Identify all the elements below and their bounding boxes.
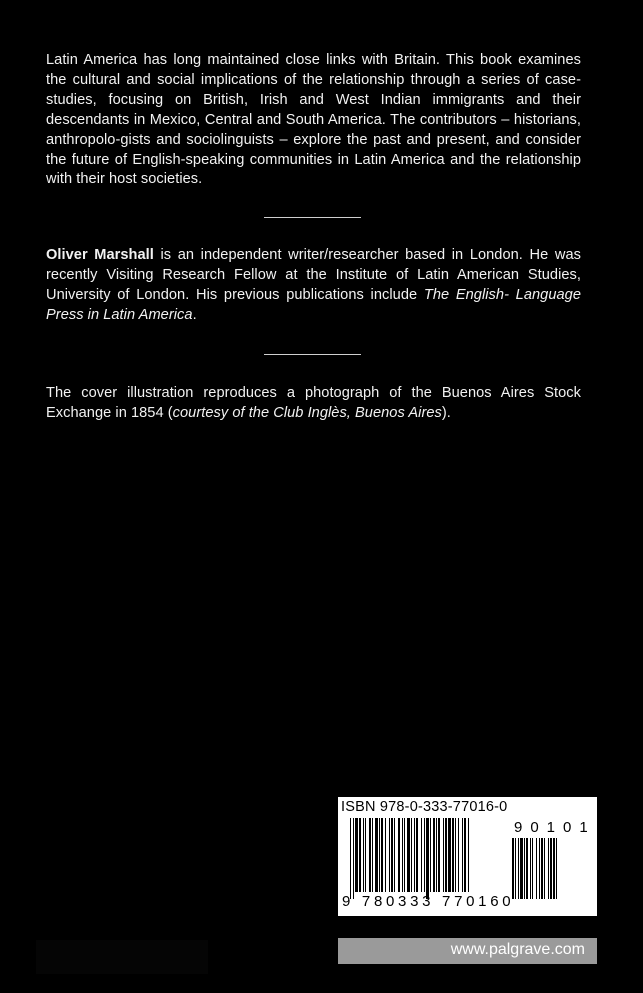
isbn-barcode: [338, 797, 597, 916]
barcode-bar: [438, 818, 440, 892]
barcode-bar: [411, 818, 412, 892]
barcode-bar: [462, 818, 463, 892]
publisher-logo: [36, 940, 208, 974]
barcode-bar: [372, 818, 373, 892]
barcode-addon-bar: [532, 838, 533, 899]
barcode-bar: [407, 818, 410, 892]
bio-text: is an independent writer/researcher based in London. He was recently Visiting Research Fellow at the Institute of Latin American Studies, University of London. His previous publications include: [46, 247, 581, 303]
barcode-bar: [436, 818, 437, 892]
barcode-bar: [381, 818, 383, 892]
section-divider: [264, 354, 361, 355]
barcode-bar: [385, 818, 386, 892]
book-description: [46, 51, 581, 190]
publisher-website-bar: [338, 938, 597, 964]
barcode-bar: [426, 818, 429, 899]
barcode-addon-bar: [530, 838, 531, 899]
barcode-addon-bar: [556, 838, 557, 899]
cover-note-text-end: ).: [441, 404, 451, 421]
barcode-digits: 9 780333 770160: [342, 893, 515, 910]
isbn-label: ISBN 978-0-333-77016-0: [341, 799, 508, 815]
barcode-bar: [365, 818, 366, 892]
barcode-bar: [355, 818, 358, 892]
barcode-addon-digits: 90101: [514, 819, 596, 836]
author-name: Oliver Marshall: [46, 247, 154, 263]
publisher-website-url: www.palgrave.com: [450, 941, 585, 958]
barcode-bar: [458, 818, 459, 892]
barcode-bar: [430, 818, 431, 892]
barcode-bar: [379, 818, 380, 892]
barcode-bar: [353, 818, 354, 899]
barcode-bar: [404, 818, 405, 892]
barcode-bar: [363, 818, 364, 892]
barcode-bar: [414, 818, 415, 892]
cover-illustration-note: [46, 384, 581, 424]
barcode-bar: [416, 818, 418, 892]
barcode-bar: [375, 818, 378, 892]
barcode-addon-bar: [550, 838, 552, 899]
barcode-addon-bar: [518, 838, 519, 899]
barcode-bar: [402, 818, 403, 892]
barcode-addon-bar: [524, 838, 525, 899]
barcode-bar: [421, 818, 422, 892]
barcode-addon-bar: [515, 838, 516, 899]
barcode-bar: [359, 818, 361, 892]
bio-text-end: .: [192, 306, 197, 323]
barcode-addon-bar: [520, 838, 523, 899]
barcode-bar: [433, 818, 435, 892]
barcode-bar: [448, 818, 451, 892]
barcode-bar: [350, 818, 351, 899]
barcode-addon-bar: [536, 838, 537, 899]
barcode-bar: [391, 818, 393, 892]
barcode-bar: [445, 818, 447, 892]
barcode-addon-bar: [548, 838, 549, 899]
description-text: Latin America has long maintained close links with Britain. This book examines the cultural and social implications of the relationship through a series of case-studies, focusing on British, Irish and West Indian immigrants and their descendants in Mexico, Central and South America. The contributors – historians, anthropolo-gists and sociolinguists – explore the past and present, and consider the future of English-speaking communities in Latin America and the relationship with their host societies.: [46, 52, 581, 188]
barcode-bar: [369, 818, 371, 892]
barcode-addon-bar: [541, 838, 543, 899]
barcode-bar: [443, 818, 444, 892]
barcode-bar: [464, 818, 466, 892]
author-bio: [46, 246, 581, 326]
cover-note-text: The cover illustration reproduces a photograph of the Buenos Aires Stock Exchange in 1854 (: [46, 385, 581, 421]
barcode-addon-bar: [526, 838, 528, 899]
barcode-addon-bar: [512, 838, 514, 899]
barcode-bar: [455, 818, 456, 892]
barcode-bar: [424, 818, 425, 892]
barcode-bar: [468, 818, 469, 892]
previous-publication-title: The English- Language Press in Latin America: [46, 286, 581, 323]
barcode-bar: [389, 818, 390, 892]
barcode-bar: [398, 818, 400, 892]
barcode-addon-bar: [553, 838, 555, 899]
barcode-addon-bar: [544, 838, 545, 899]
barcode-bar: [452, 818, 454, 892]
cover-note-credit: courtesy of the Club Inglès, Buenos Aires: [172, 404, 442, 421]
barcode-bar: [394, 818, 395, 892]
section-divider: [264, 217, 361, 218]
barcode-addon-bar: [539, 838, 540, 899]
